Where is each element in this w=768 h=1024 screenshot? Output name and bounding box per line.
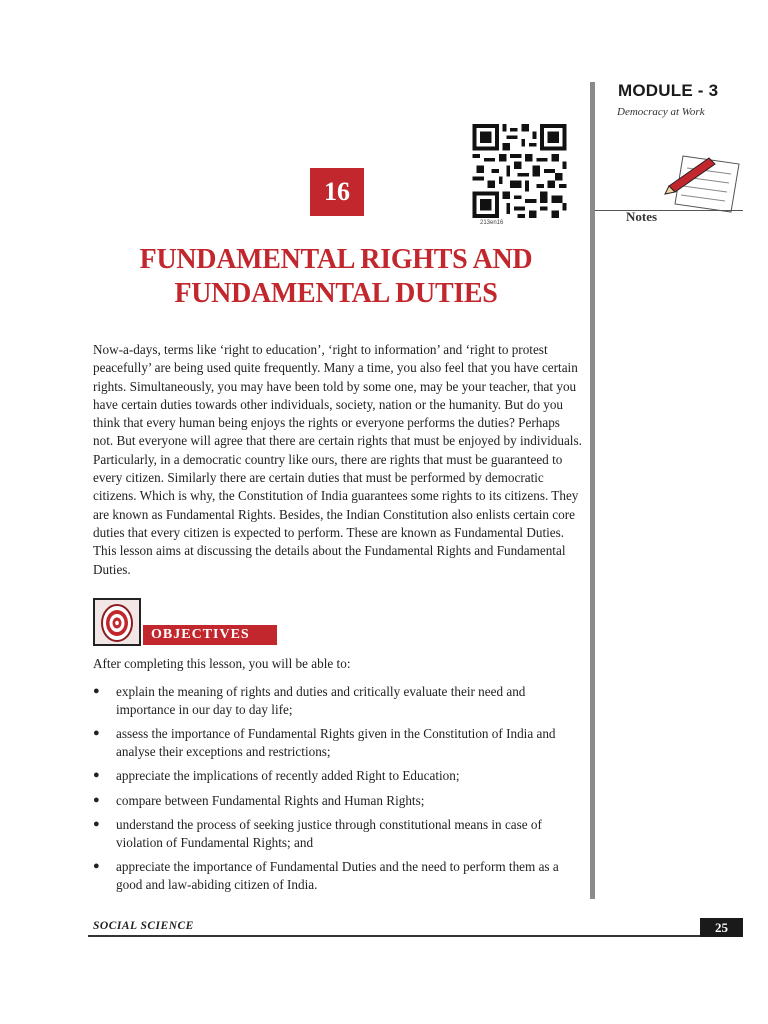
notes-rule (595, 210, 743, 211)
intro-paragraph: Now-a-days, terms like ‘right to education’, ‘right to information’ and ‘right to protest peacefully’ are being used quite frequently. Many a time, you also feel that you have certain rights. Simultaneously, you may have been told by some one, may be your teacher, that you have certain duties towards other individuals, society, nation or the humanity. But do you think that every human being enjoys the rights or everyone performs the duties? Perhaps not. But everyone will agree that there are certain rights that must be enjoyed by individuals. Particularly, in a democratic country like ours, there are rights that must be guaranteed to every citizen. Similarly there are certain duties that must be performed by democratic citizens. Which is why, the Constitution of India guarantees some rights to its citizens. They are known as Fundamental Rights. Besides, the Indian Constitution also enlists certain core duties that every citizen is expected to perform. These are known as Fundamental Duties. This lesson aims at discussing the details about the Fundamental Rights and Fundamental Duties. (93, 342, 582, 577)
qr-code-icon (470, 124, 569, 218)
lesson-title-line2: FUNDAMENTAL DUTIES (174, 278, 498, 309)
objective-item: ● understand the process of seeking justice through constitutional means in case of violation of Fundamental Rights; and (93, 817, 542, 850)
lesson-title-line1: FUNDAMENTAL RIGHTS AND (139, 244, 533, 275)
objective-item: ● compare between Fundamental Rights and Human Rights; (93, 792, 425, 808)
bullet-icon: ● (93, 685, 100, 697)
footer-rule (88, 935, 743, 937)
footer-subject: SOCIAL SCIENCE (93, 920, 194, 932)
notes-label: Notes (626, 209, 658, 224)
target-icon (95, 600, 139, 644)
bullet-icon: ● (93, 769, 100, 781)
bullet-icon: ● (93, 860, 100, 872)
objective-item: ● assess the importance of Fundamental Rights given in the Constitution of India and analyse their exceptions and restrictions; (93, 726, 556, 759)
bullet-icon: ● (93, 727, 100, 739)
objective-item: ● appreciate the implications of recently added Right to Education; (93, 768, 460, 783)
objectives-list (93, 683, 585, 900)
objectives-icon-box (93, 598, 141, 646)
margin-rule (590, 82, 595, 899)
objectives-heading: OBJECTIVES (143, 625, 277, 645)
objective-item: ● explain the meaning of rights and duties and critically evaluate their need and importance in our day to day life; (93, 684, 526, 717)
lesson-title (80, 243, 592, 311)
qr-caption: 213en16 (480, 220, 504, 226)
module-label: MODULE - 3 (618, 81, 719, 100)
objective-item: ● appreciate the importance of Fundamental Duties and the need to perform them as a good and law-abiding citizen of India. (93, 859, 559, 892)
bullet-icon: ● (93, 818, 100, 830)
objectives-lead: After completing this lesson, you will be able to: (93, 656, 351, 671)
module-subtitle: Democracy at Work (617, 106, 705, 118)
bullet-icon: ● (93, 793, 100, 806)
pencil-notepad-icon (661, 150, 741, 214)
page-number: 25 (700, 918, 743, 937)
lesson-number: 16 (310, 168, 364, 216)
